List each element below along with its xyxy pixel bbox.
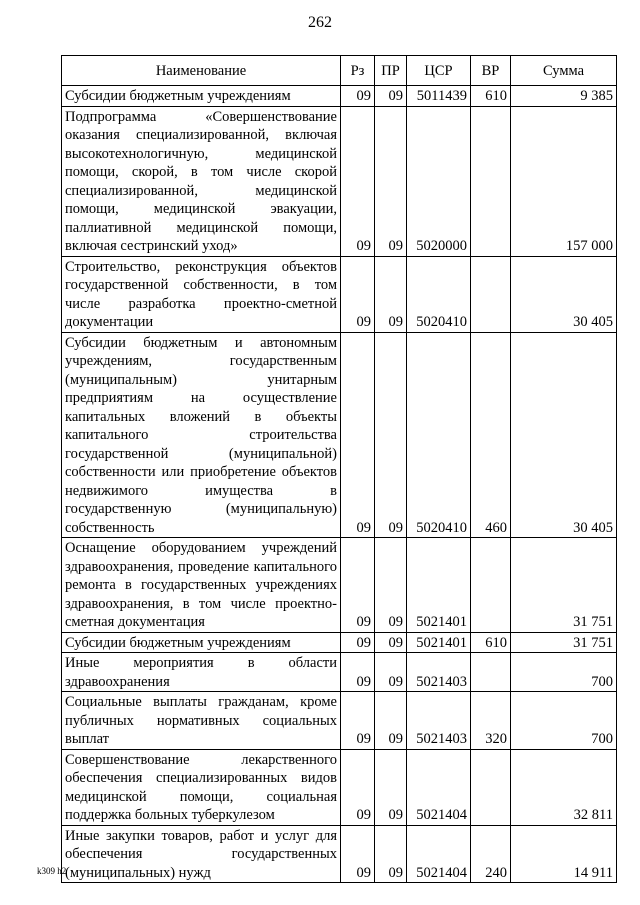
row-vr: [471, 106, 511, 256]
row-pr: 09: [375, 692, 407, 750]
row-pr: 09: [375, 256, 407, 332]
row-sum: 14 911: [511, 825, 617, 883]
row-vr: [471, 256, 511, 332]
table-header-row: [62, 56, 617, 86]
row-csr: 5020410: [407, 332, 471, 538]
row-pr: 09: [375, 106, 407, 256]
row-vr: 240: [471, 825, 511, 883]
row-csr: 5021403: [407, 653, 471, 692]
row-pr: 09: [375, 632, 407, 653]
row-vr: [471, 749, 511, 825]
row-vr: [471, 538, 511, 633]
row-pr: 09: [375, 653, 407, 692]
row-name: Социальные выплаты гражданам, кроме публичных нормативных социальных выплат: [62, 692, 341, 750]
row-name: Субсидии бюджетным и автономным учреждениям, государственным (муниципальным) унитарным предприятиям на осуществление капитальных вложений в объекты капитального строительства государственной (муниципальной) собственности или приобретение объектов недвижимого имущества в государственную (муниципальную) собственность: [62, 332, 341, 538]
row-rz: 09: [341, 632, 375, 653]
row-csr: 5021404: [407, 825, 471, 883]
row-csr: 5020410: [407, 256, 471, 332]
row-pr: 09: [375, 825, 407, 883]
row-name: Субсидии бюджетным учреждениям: [62, 632, 341, 653]
row-name: Совершенствование лекарственного обеспечения специализированных видов медицинской помощи, социальная поддержка больных туберкулезом: [62, 749, 341, 825]
row-vr: 610: [471, 632, 511, 653]
row-name: Субсидии бюджетным учреждениям: [62, 86, 341, 107]
table-row: [62, 692, 617, 750]
row-sum: 31 751: [511, 632, 617, 653]
header-vr: ВР: [471, 56, 511, 86]
row-name: Иные мероприятия в области здравоохранения: [62, 653, 341, 692]
row-csr: 5021401: [407, 538, 471, 633]
page-number: 262: [308, 14, 332, 31]
row-name: Иные закупки товаров, работ и услуг для обеспечения государственных (муниципальных) нужд: [62, 825, 341, 883]
row-vr: 610: [471, 86, 511, 107]
header-name: Наименование: [62, 56, 341, 86]
row-name: Строительство, реконструкция объектов государственной собственности, в том числе разработка проектно-сметной документации: [62, 256, 341, 332]
table-row: [62, 632, 617, 653]
row-rz: 09: [341, 106, 375, 256]
row-sum: 9 385: [511, 86, 617, 107]
row-csr: 5021403: [407, 692, 471, 750]
row-rz: 09: [341, 825, 375, 883]
row-vr: 460: [471, 332, 511, 538]
footer-code: k309 h2: [37, 866, 67, 876]
row-rz: 09: [341, 86, 375, 107]
row-rz: 09: [341, 332, 375, 538]
row-name: Подпрограмма «Совершенствование оказания специализированной, включая высокотехнологичную, медицинской помощи, скорой, в том числе скорой специализированной, медицинской помощи, медицинской эвакуации, паллиативной медицинской помощи, включая сестринский уход»: [62, 106, 341, 256]
row-vr: [471, 653, 511, 692]
row-csr: 5020000: [407, 106, 471, 256]
header-pr: ПР: [375, 56, 407, 86]
row-sum: 30 405: [511, 256, 617, 332]
row-rz: 09: [341, 538, 375, 633]
table-row: [62, 106, 617, 256]
row-rz: 09: [341, 749, 375, 825]
header-csr: ЦСР: [407, 56, 471, 86]
row-csr: 5021404: [407, 749, 471, 825]
table-row: [62, 86, 617, 107]
row-rz: 09: [341, 256, 375, 332]
table-row: [62, 749, 617, 825]
row-sum: 30 405: [511, 332, 617, 538]
table-row: [62, 332, 617, 538]
row-rz: 09: [341, 653, 375, 692]
row-name: Оснащение оборудованием учреждений здравоохранения, проведение капитального ремонта в государственных учреждениях здравоохранения, в том числе проектно-сметная документация: [62, 538, 341, 633]
row-rz: 09: [341, 692, 375, 750]
header-sum: Сумма: [511, 56, 617, 86]
table-row: [62, 653, 617, 692]
row-pr: 09: [375, 86, 407, 107]
row-sum: 157 000: [511, 106, 617, 256]
table-row: [62, 825, 617, 883]
budget-table: [61, 55, 617, 883]
header-rz: Рз: [341, 56, 375, 86]
row-pr: 09: [375, 538, 407, 633]
table-row: [62, 538, 617, 633]
row-pr: 09: [375, 332, 407, 538]
row-sum: 32 811: [511, 749, 617, 825]
row-sum: 700: [511, 653, 617, 692]
row-vr: 320: [471, 692, 511, 750]
row-sum: 700: [511, 692, 617, 750]
row-pr: 09: [375, 749, 407, 825]
row-csr: 5011439: [407, 86, 471, 107]
row-sum: 31 751: [511, 538, 617, 633]
row-csr: 5021401: [407, 632, 471, 653]
table-row: [62, 256, 617, 332]
